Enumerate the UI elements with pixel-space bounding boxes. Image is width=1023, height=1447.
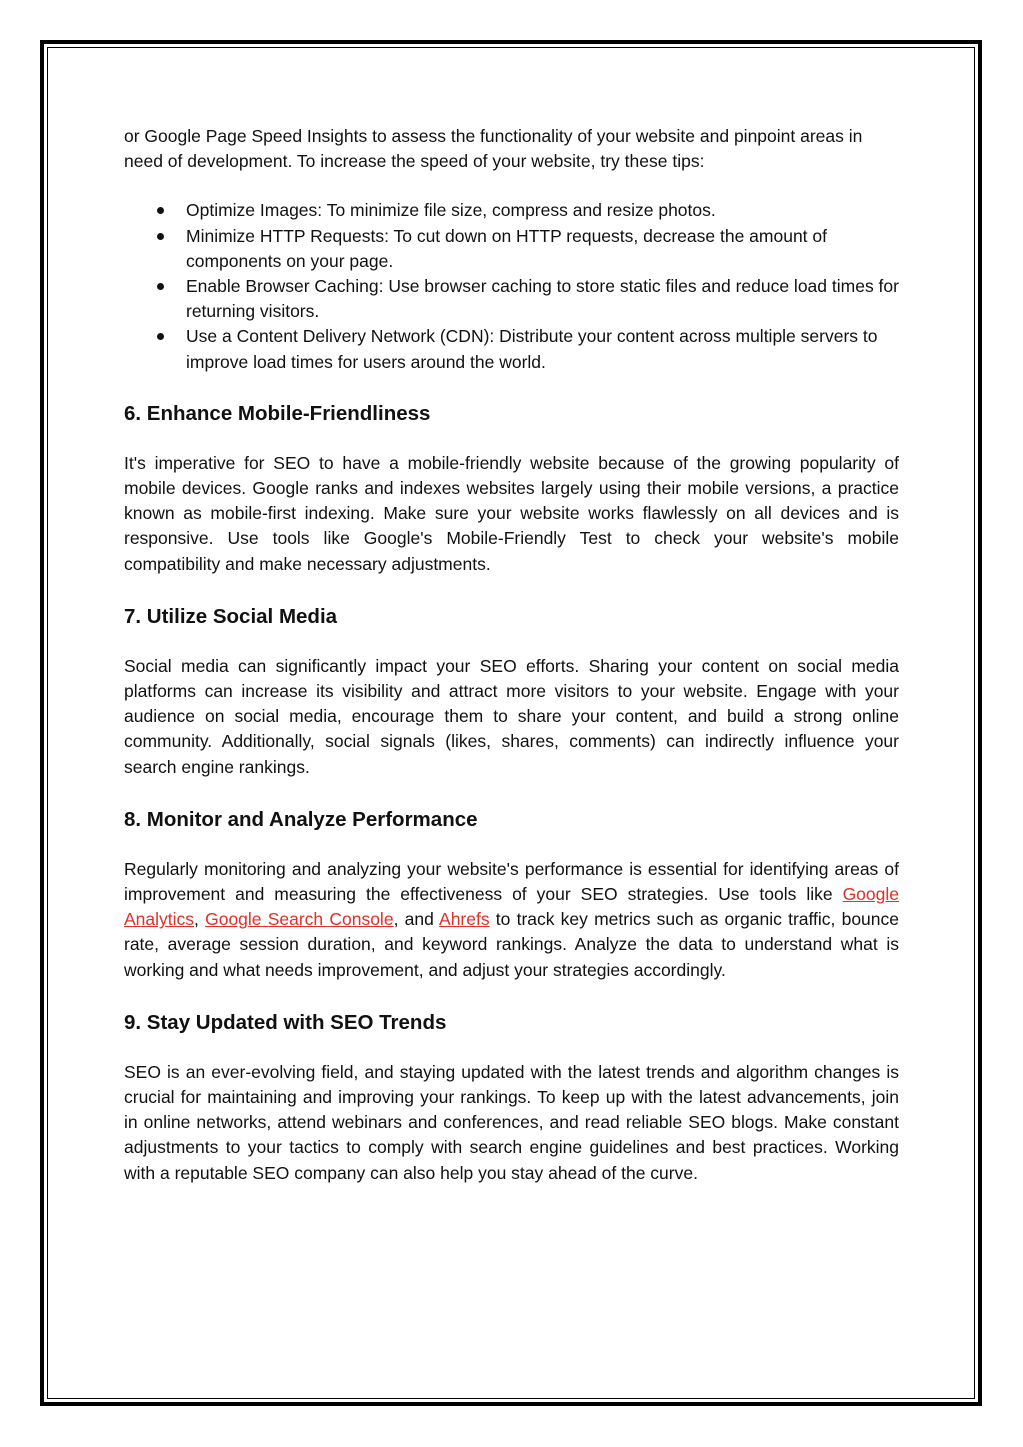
section-text-seo-trends: SEO is an ever-evolving field, and staying updated with the latest trends and algorithm changes is crucial for maintaining and improving your rankings. To keep up with the latest advancements, join in online networks, attend webinars and conferences, and read reliable SEO blogs. Make constant adjustments to your tactics to comply with search engine guidelines and best practices. Working with a reputable SEO company can also help you stay ahead of the curve.	[124, 1061, 899, 1183]
tips-list	[124, 198, 899, 374]
bullet-icon	[157, 207, 164, 214]
list-item	[124, 224, 899, 274]
list-item	[124, 198, 899, 223]
text-segment: to track key metrics such as organic traffic, bounce rate, average session duration, and keyword rankings. Analyze the data to understand what is working and what needs improvement, and adjust your strategies accordingly.	[124, 909, 900, 980]
text-segment: Regularly monitoring and analyzing your website's performance is essential for identifying areas of improvement and measuring the effectiveness of your SEO strategies. Use tools like	[124, 858, 899, 905]
list-item	[124, 274, 899, 324]
section-text-monitor-performance	[124, 857, 899, 983]
text-separator: ,	[194, 909, 206, 930]
intro-paragraph: or Google Page Speed Insights to assess the functionality of your website and pinpoint areas in need of development. To increase the speed of your website, try these tips:	[124, 126, 863, 172]
section-heading-seo-trends: 9. Stay Updated with SEO Trends	[124, 1010, 447, 1034]
bullet-icon	[157, 233, 164, 240]
google-analytics-link[interactable]: Google Analytics	[124, 884, 899, 930]
tip-text: Optimize Images: To minimize file size, compress and resize photos.	[186, 200, 716, 221]
tip-text: Use a Content Delivery Network (CDN): Distribute your content across multiple servers to improve load times for users around the world.	[186, 326, 878, 372]
bullet-icon	[157, 283, 164, 290]
section-text-social-media: Social media can significantly impact your SEO efforts. Sharing your content on social media platforms can increase its visibility and attract more visitors to your website. Engage with your audience on social media, encourage them to share your content, and build a strong online community. Additionally, social signals (likes, shares, comments) can indirectly influence your search engine rankings.	[124, 655, 899, 777]
list-item	[124, 324, 899, 374]
ahrefs-link[interactable]: Ahrefs	[439, 909, 490, 930]
section-text-mobile-friendliness: It's imperative for SEO to have a mobile-friendly website because of the growing popularity of mobile devices. Google ranks and indexes websites largely using their mobile versions, a practice known as mobile-first indexing. Make sure your website works flawlessly on all devices and is responsive. Use tools like Google's Mobile-Friendly Test to check your website's mobile compatibility and make necessary adjustments.	[124, 452, 899, 574]
section-heading-social-media: 7. Utilize Social Media	[124, 604, 338, 628]
section-heading-mobile-friendliness: 6. Enhance Mobile-Friendliness	[124, 401, 431, 425]
document-content	[124, 124, 899, 1186]
tip-text: Enable Browser Caching: Use browser caching to store static files and reduce load times for returning visitors.	[186, 276, 899, 322]
bullet-icon	[157, 333, 164, 340]
text-separator: , and	[393, 909, 440, 930]
section-heading-monitor-performance: 8. Monitor and Analyze Performance	[124, 807, 478, 831]
tip-text: Minimize HTTP Requests: To cut down on HTTP requests, decrease the amount of components on your page.	[186, 225, 827, 271]
google-search-console-link[interactable]: Google Search Console	[205, 909, 394, 930]
